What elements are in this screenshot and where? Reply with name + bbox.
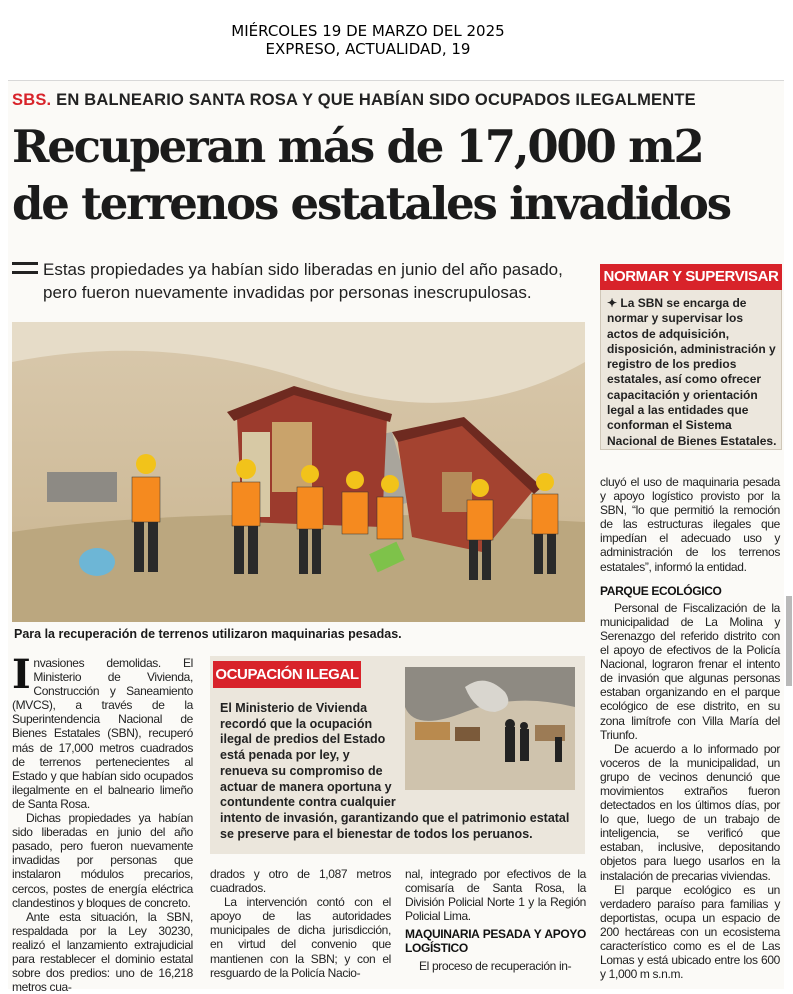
dateline — [0, 22, 736, 58]
deck-bar-icon — [12, 262, 38, 274]
ocupacion-text — [220, 701, 580, 842]
ocupacion-text-top: El Ministerio de Vivienda recordó que la ocupación ilegal de predios del Estado está penada por ley, y renueva su compromiso de actuar de manera oportuna y contundente contra cualquier — [220, 701, 396, 810]
main-photo — [12, 322, 585, 622]
article-paragraph: drados y otro de 1,087 metros cuadrados. — [210, 867, 391, 896]
headline-line-2: de terrenos estatales invadidos — [12, 177, 730, 230]
article-subhead: MAQUINARIA PESADA Y APOYO LOGÍSTICO — [405, 927, 586, 956]
deck-line-2: pero fueron nuevamente invadidas por personas inescrupulosas. — [43, 283, 532, 302]
article-column-1 — [12, 651, 193, 994]
article-subhead: PARQUE ECOLÓGICO — [600, 583, 722, 598]
publication-text: EXPRESO, ACTUALIDAD, 19 — [265, 40, 471, 58]
kicker — [12, 91, 696, 110]
article-paragraph: La intervención contó con el apoyo de las autoridades municipales de dicha jurisdicción, en virtud del convenio que mantienen con la SBN; y con el resguardo de la Policía Nacio- — [210, 895, 391, 980]
date-text: MIÉRCOLES 19 DE MARZO DEL 2025 — [231, 22, 505, 40]
kicker-tag: SBS. — [12, 91, 52, 109]
sidebar-title: NORMAR Y SUPERVISAR — [600, 264, 782, 290]
article-paragraph: El parque ecológico es un verdadero paraíso para familias y deportistas, ocupa un espacio de 200 hectáreas con un ecosistema característico como es el de Las Lomas y está ubicado entre los 600 y 1,000 m s.n.m. — [600, 882, 780, 982]
sidebar-body: La SBN se encarga de normar y supervisar los actos de adquisición, disposición, administración y registro de los predios estatales, así como ofrecer capacitación y orientación legal a las entidades que conforman el Sistema Nacional de Bienes Estatales. — [607, 296, 777, 448]
article-column-4 — [600, 475, 780, 981]
article-column-3 — [405, 867, 586, 973]
ocupacion-text-bottom: intento de invasión, garantizando que el patrimonio estatal se preserve para el bienestar de todos los peruanos. — [220, 810, 570, 841]
headline — [12, 118, 787, 232]
deck-line-1: Estas propiedades ya habían sido liberadas en junio del año pasado, — [43, 260, 563, 279]
article-paragraph: Dichas propiedades ya habían sido liberadas en junio del año pasado, pero fueron nuevamente invadidas por personas que instalaron módulos precarios, cercos, postes de energía eléctrica clandestinos y bloques de concreto. — [12, 811, 193, 910]
article-paragraph: Personal de Fiscalización de la municipalidad de La Molina y Serenazgo del referido distrito con el apoyo de efectivos de la Policía Nacional, lograron frenar el intento de invasión que algunas personas estaban organizando en el parque ecológico de ese distrito, en su zona limítrofe con Villa María del Triunfo. — [600, 600, 780, 742]
article-paragraph: El proceso de recuperación in- — [419, 958, 572, 973]
article-paragraph: Invasiones demolidas. El Ministerio de Vivienda, Construcción y Saneamiento (MVCS), a través de la Superintendencia Nacional de Bienes Estatales (SBN), recuperó más de 17,000 metros cuadrados de terrenos pertenecientes al Estado y que habían sido ocupados ilegalmente en el balneario limeño de Santa Rosa. — [12, 651, 193, 811]
sidebar-text — [607, 296, 777, 449]
page-edge-mark — [786, 596, 792, 686]
bullet-icon: ✦ — [607, 296, 621, 310]
photo-caption: Para la recuperación de terrenos utilizaron maquinarias pesadas. — [14, 627, 402, 641]
kicker-text: EN BALNEARIO SANTA ROSA Y QUE HABÍAN SIDO OCUPADOS ILEGALMENTE — [56, 91, 696, 109]
ocupacion-title: OCUPACIÓN ILEGAL — [213, 661, 361, 688]
article-paragraph: De acuerdo a lo informado por voceros de la municipalidad, un grupo de vecinos denunció que movimientos extraños fueron detectados en los últimos días, por lo que, luego de un trabajo de inteligencia, se verificó que estaban, inclusive, depositando objetos para luego usarlos en la instalación de precarias viviendas. — [600, 741, 780, 883]
article-paragraph: Ante esta situación, la SBN, respaldada por la Ley 30230, realizó el lanzamiento extrajudicial para restablecer el dominio estatal sobre dos predios: uno de 16,218 metros cua- — [12, 909, 193, 994]
dropcap: I — [12, 651, 31, 698]
photo-illustration — [12, 322, 585, 622]
deck — [12, 258, 592, 304]
headline-line-1: Recuperan más de 17,000 m2 — [12, 120, 703, 173]
article-column-2 — [210, 867, 391, 980]
article-paragraph: cluyó el uso de maquinaria pesada y apoyo logístico provisto por la SBN, “lo que permitió la remoción de las estructuras ilegales que impedían el adecuado uso y administración de los terrenos estatales”, informó la entidad. — [600, 475, 780, 574]
article-paragraph: nal, integrado por efectivos de la comisaría de Santa Rosa, la División Policial Norte 1 y la Región Policial Lima. — [405, 867, 586, 924]
